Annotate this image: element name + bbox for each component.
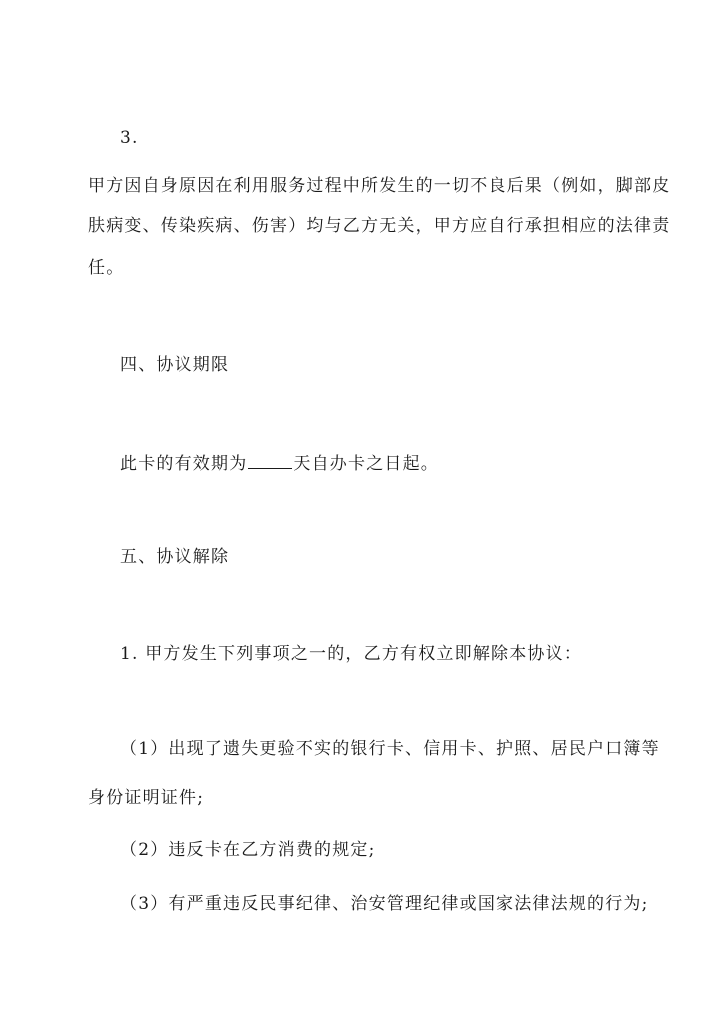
validity-period-text	[120, 450, 439, 476]
sub-item-2: （2）违反卡在乙方消费的规定;	[120, 840, 376, 860]
section-5-heading: 五、协议解除	[120, 547, 230, 567]
sub-item-1-line-1: （1）出现了遗失更验不实的银行卡、信用卡、护照、居民户口簿等	[120, 739, 660, 759]
termination-item-1: 1. 甲方发生下列事项之一的，乙方有权立即解除本协议：	[120, 644, 583, 664]
clause-3-line-3: 任。	[88, 258, 125, 278]
clause-3-line-2: 肤病变、传染疾病、伤害）均与乙方无关，甲方应自行承担相应的法律责	[88, 216, 671, 236]
clause-number: 3.	[120, 128, 139, 148]
validity-text-before: 此卡的有效期为	[120, 454, 248, 474]
section-4-heading: 四、协议期限	[120, 355, 230, 375]
validity-text-after: 天自办卡之日起。	[293, 454, 440, 474]
days-blank-field	[248, 450, 292, 469]
sub-item-3: （3）有严重违反民事纪律、治安管理纪律或国家法律法规的行为;	[120, 894, 649, 914]
sub-item-1-line-2: 身份证明证件;	[88, 788, 205, 808]
clause-3-line-1: 甲方因自身原因在利用服务过程中所发生的一切不良后果（例如，脚部皮	[88, 176, 671, 196]
